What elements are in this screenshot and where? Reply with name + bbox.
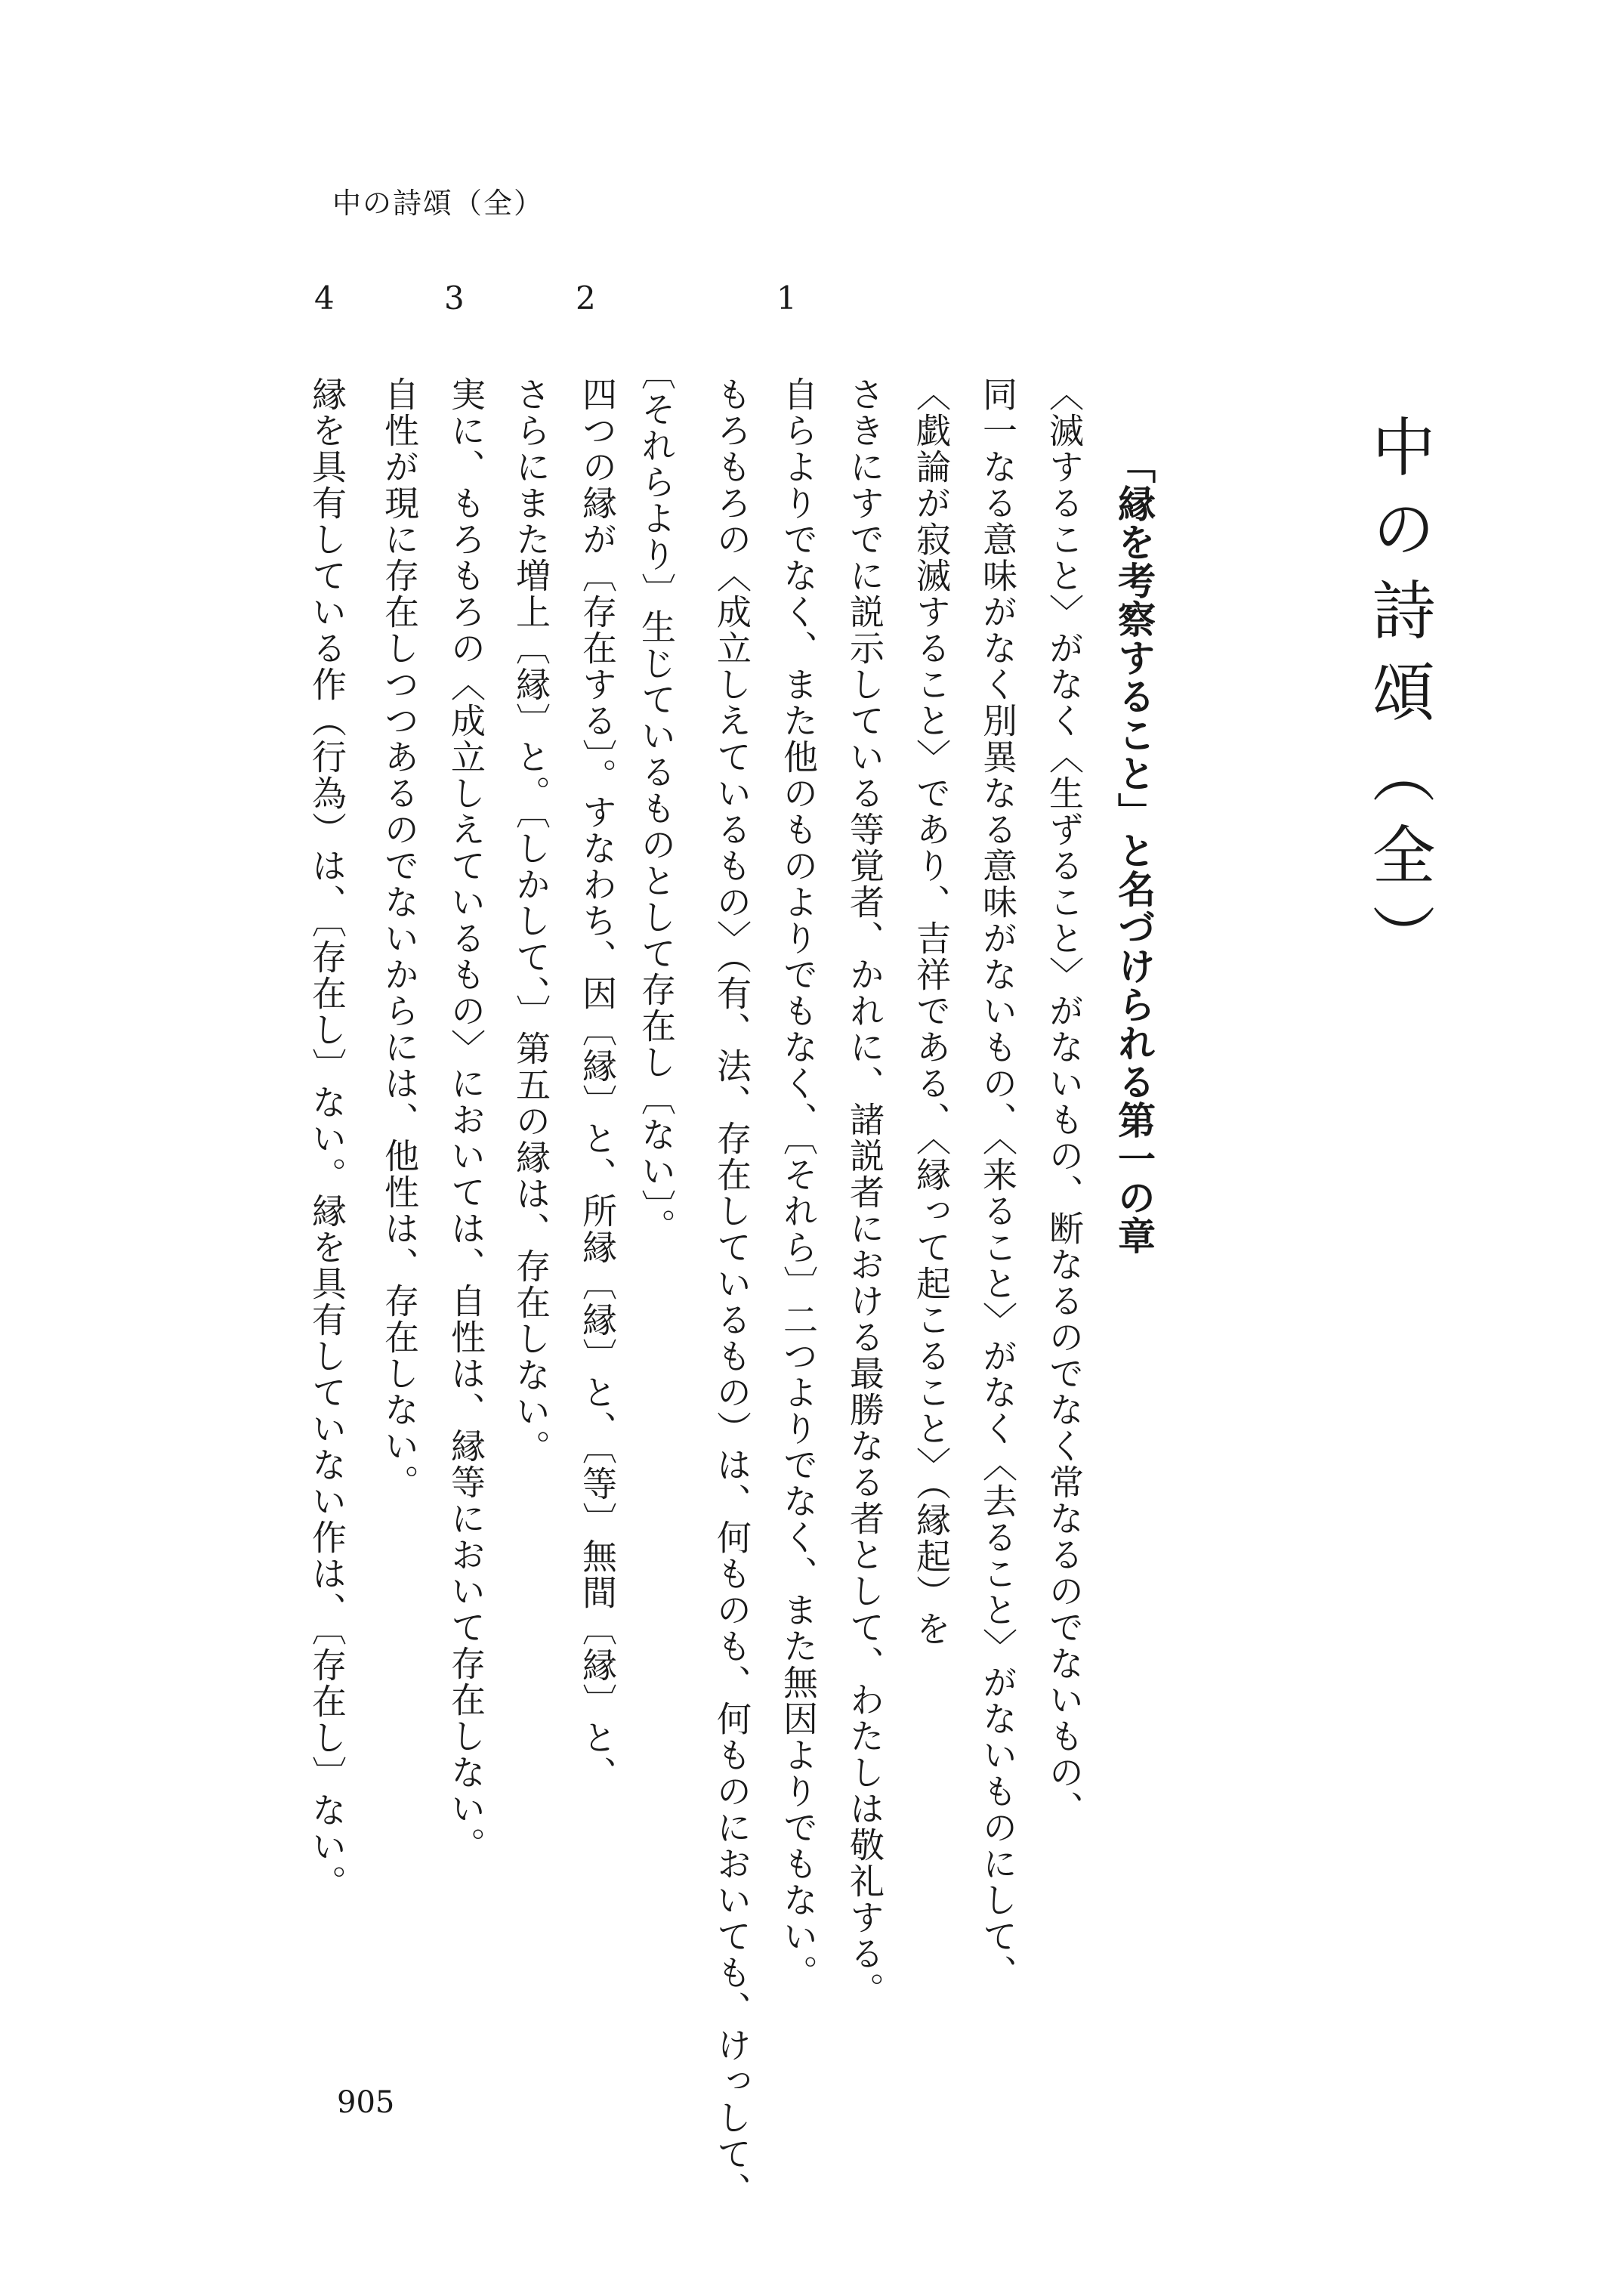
verse-number: 4 [314,280,335,317]
verse-line: もろもろの〈成立しえているもの〉（有、法、存在しているもの）は、何ものも、何ものにおいても、けっして、 [712,376,752,2208]
preface-line: さきにすでに説示している等覚者、かれに、諸説者における最勝なる者として、わたしは敬礼する。 [844,376,885,2008]
verse-number: 3 [444,280,465,317]
preface-line: 〈滅すること〉がなく〈生ずること〉がないもの、断なるのでなく常なるのでないもの、 [1044,376,1085,1827]
verse-line: さらにまた増上〔縁〕と。〔しかして、〕第五の縁は、存在しない。 [511,376,551,1466]
book-title: 中の詩頌（全） [1362,414,1436,985]
verse-line: 縁を具有している作（行為）は、〔存在し〕ない。縁を具有していない作は、〔存在し〕ない。 [307,376,347,1901]
verse-number: 2 [576,280,596,317]
chapter-title: 「縁を考察すること」と名づけられる第一の章 [1112,446,1156,1255]
running-header: 中の詩頌（全） [332,187,545,220]
verse-line: 〔それらより〕生じているものとして存在し〔ない〕。 [636,355,677,1244]
verse-line: 自性が現に存在しつつあるのでないからには、他性は、存在しない。 [379,376,420,1500]
verse-line: 実に、もろもろの〈成立しえているもの〉においては、自性は、縁等において存在しない。 [446,376,486,1863]
preface-line: 同一なる意味がなく別異なる意味がないもの、〈来ること〉がなく〈去ること〉がないものにして、 [977,376,1018,1991]
page-number: 905 [337,2085,395,2120]
verse-line: 自らよりでなく、また他のものよりでもなく、〔それら〕二つよりでなく、また無因よりでもない。 [778,376,819,1991]
verse-number: 1 [776,280,797,317]
preface-line: 〈戯論が寂滅すること〉であり、吉祥である、〈縁って起こること〉（縁起）を [911,376,952,1647]
verse-line: 四つの縁が〔存在する〕。すなわち、因〔縁〕と、所縁〔縁〕と、〔等〕無間〔縁〕と、 [577,376,618,1792]
